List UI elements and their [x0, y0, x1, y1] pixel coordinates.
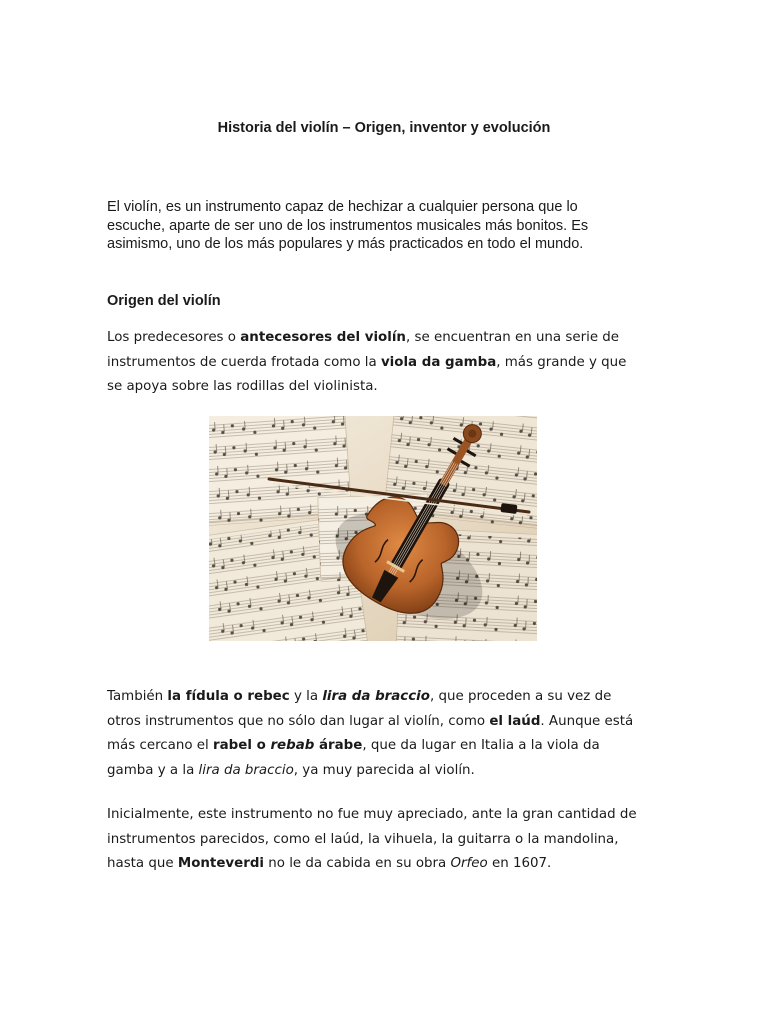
paragraph-related-instruments [107, 685, 667, 783]
text-run: , se encuentran en una serie de [405, 330, 620, 345]
italic-term: lira da braccio [198, 762, 294, 778]
text-run: no le da cabida en su obra [264, 856, 451, 871]
bold-italic-term: rebab [270, 738, 315, 753]
bold-term: antecesores del violín [240, 330, 406, 345]
bold-term: viola da gamba [380, 354, 497, 370]
bold-term: la fídula o rebec [167, 689, 290, 704]
text-line [107, 710, 667, 735]
paragraph-monteverdi [107, 803, 667, 877]
text-line [107, 734, 667, 759]
text-run: gamba y a la [107, 762, 199, 778]
section-heading: Origen del violín [107, 293, 221, 309]
text-run: También [107, 689, 168, 704]
document-title: Historia del violín – Origen, inventor y evolución [217, 120, 551, 136]
text-run: instrumentos de cuerda frotada como la [107, 354, 381, 370]
bold-italic-term: lira da braccio [322, 689, 430, 704]
intro-line: asimismo, uno de los más populares y más practicados en todo el mundo. [107, 236, 584, 252]
intro-paragraph [107, 198, 647, 254]
italic-term: Orfeo [450, 856, 488, 871]
text-run: Los predecesores o [107, 330, 241, 345]
text-run: , que da lugar en Italia a la viola da [362, 738, 600, 753]
text-run: . Aunque está [540, 713, 634, 729]
bold-term: árabe [314, 738, 363, 753]
text-run: más cercano el [107, 738, 214, 753]
text-line [107, 351, 667, 376]
bold-term: el laúd [489, 713, 541, 729]
text-run: , que proceden a su vez de [429, 689, 612, 704]
paragraph-predecessors [107, 326, 667, 400]
text-run: en 1607. [487, 856, 552, 871]
text-line: se apoya sobre las rodillas del violinista. [107, 379, 378, 394]
text-run: otros instrumentos que no sólo dan lugar al violín, como [107, 713, 490, 729]
intro-line: El violín, es un instrumento capaz de hechizar a cualquier persona que lo [107, 199, 578, 215]
violin-illustration [209, 416, 537, 641]
text-run: hasta que [107, 856, 178, 871]
text-line: instrumentos parecidos, como el laúd, la vihuela, la guitarra o la mandolina, [107, 831, 619, 847]
text-run: y la [289, 689, 323, 704]
bold-term: rabel o [213, 738, 271, 753]
text-run: , ya muy parecida al violín. [293, 762, 475, 778]
text-line [107, 759, 667, 784]
text-line [107, 685, 667, 710]
text-line [107, 852, 667, 877]
intro-line: escuche, aparte de ser uno de los instrumentos musicales más bonitos. Es [107, 217, 589, 234]
text-line: Inicialmente, este instrumento no fue muy apreciado, ante la gran cantidad de [107, 807, 637, 822]
text-line [107, 326, 667, 351]
violin-image [209, 416, 537, 641]
text-run: , más grande y que [496, 354, 627, 370]
bold-term: Monteverdi [177, 856, 265, 871]
